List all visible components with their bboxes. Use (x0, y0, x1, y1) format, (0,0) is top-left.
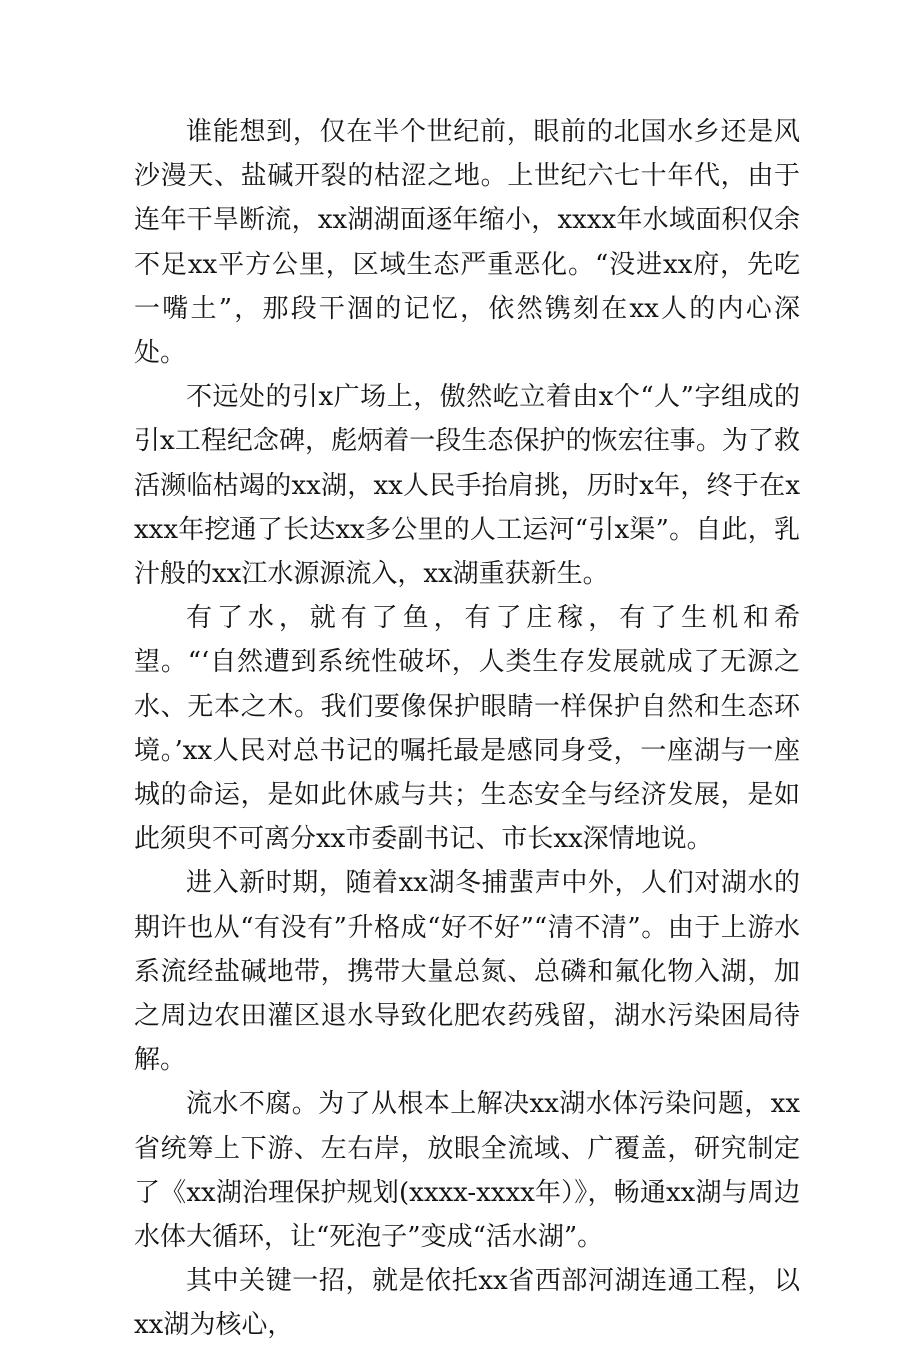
paragraph-4: 进入新时期，随着xx湖冬捕蜚声中外，人们对湖水的期许也从“有没有”升格成“好不好”“清不清”。由于上游水系流经盐碱地带，携带大量总氮、总磷和氟化物入湖，加之周边农田灌区退水导致化肥农药残留，湖水污染困局待解。 (134, 868, 800, 1076)
paragraph-5: 流水不腐。为了从根本上解决xx湖水体污染问题，xx省统筹上下游、左右岸，放眼全流域、广覆盖，研究制定了《xx湖治理保护规划(xxxx-xxxx年）》，畅通xx湖与周边水体大循环，让“死泡子”变成“活水湖”。 (134, 1089, 800, 1253)
paragraph-2: 不远处的引x广场上，傲然屹立着由x个“人”字组成的引x工程纪念碑，彪炳着一段生态保护的恢宏往事。为了救活濒临枯竭的xx湖，xx人民手抬肩挑，历时x年，终于在xxxx年挖通了长达xx多公里的人工运河“引x渠”。自此，乳汁般的xx江水源源流入，xx湖重获新生。 (134, 382, 800, 590)
paragraph-3: 有了水，就有了鱼，有了庄稼，有了生机和希望。“‘自然遭到系统性破坏，人类生存发展就成了无源之水、无本之木。我们要像保护眼睛一样保护自然和生态环境。’xx人民对总书记的嘱托最是感同身受，一座湖与一座城的命运，是如此休戚与共；生态安全与经济发展，是如此须臾不可离分xx市委副书记、市长xx深情地说。 (134, 603, 800, 855)
paragraph-6: 其中关键一招，就是依托xx省西部河湖连通工程，以xx湖为核心， (134, 1266, 800, 1341)
paragraph-1: 谁能想到，仅在半个世纪前，眼前的北国水乡还是风沙漫天、盐碱开裂的枯涩之地。上世纪六七十年代，由于连年干旱断流，xx湖湖面逐年缩小，xxxx年水域面积仅余不足xx平方公里，区域生态严重恶化。“没进xx府，先吃一嘴土”，那段干涸的记忆，依然镌刻在xx人的内心深处。 (134, 117, 800, 369)
article-body (134, 110, 800, 1348)
